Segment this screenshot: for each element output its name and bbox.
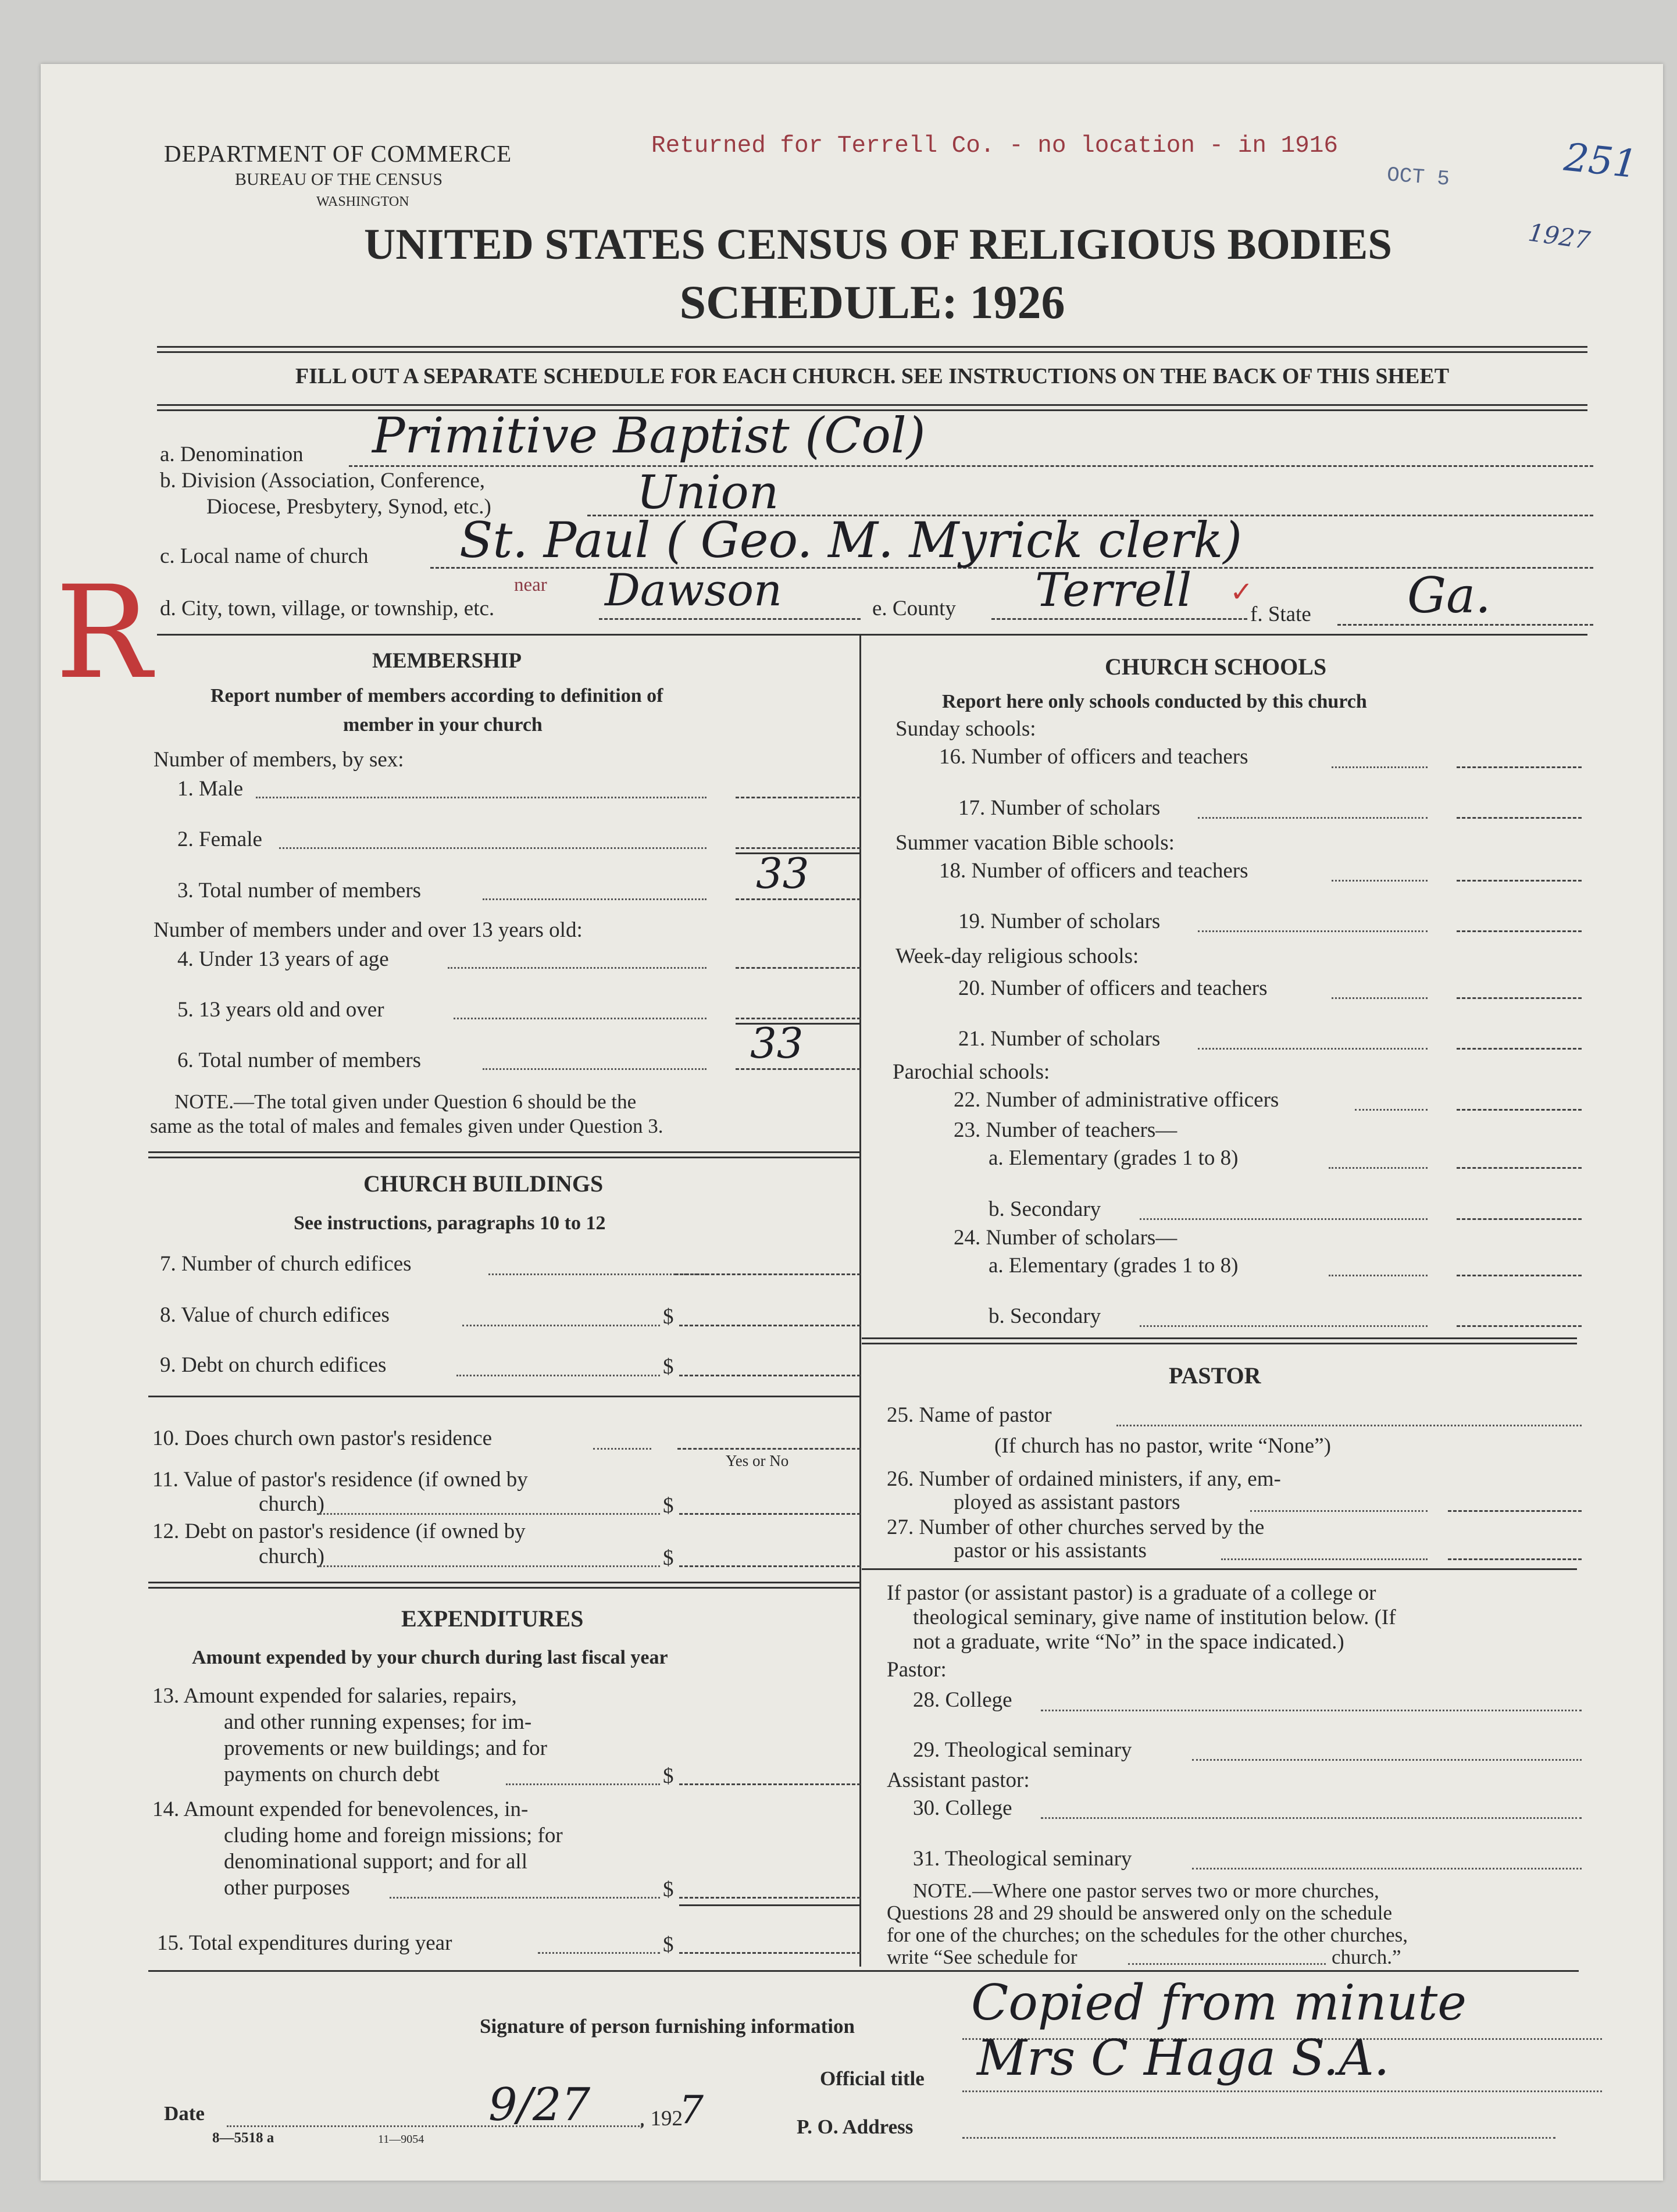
column-divider [859,635,861,1967]
received-date-stamp: OCT 5 [1386,163,1451,191]
q19-label: 19. Number of scholars [958,909,1161,933]
q13-label-line3: provements or new buildings; and for [224,1736,547,1760]
q8-dollar: $ [663,1305,674,1329]
q18-label: 18. Number of officers and teachers [939,859,1248,883]
q2-label: 2. Female [177,827,262,851]
q19-dots [1198,930,1428,932]
pastor-note-blank [1128,1963,1326,1965]
q14-dots [390,1897,660,1899]
q24a-dots [1329,1275,1428,1276]
schools-bottom-rule [862,1337,1577,1344]
po-address-label: P. O. Address [797,2115,914,2138]
q5-label: 5. 13 years old and over [177,998,384,1022]
division-value: Union [637,465,779,519]
q3-label: 3. Total number of members [177,879,422,902]
membership-note-line1: NOTE.—The total given under Question 6 should be the [174,1090,637,1113]
q7-dots [488,1273,707,1275]
form-title: UNITED STATES CENSUS OF RELIGIOUS BODIES [364,220,1392,269]
pastor-note-line3: for one of the churches; on the schedules for the other churches, [887,1924,1408,1946]
denomination-line [349,465,1593,467]
official-title-label: Official title [820,2067,925,2090]
q13-label-line1: 13. Amount expended for salaries, repairs, [152,1684,517,1708]
schedule-year-title: SCHEDULE: 1926 [679,276,1065,329]
q20-answer[interactable] [1457,997,1582,999]
q15-dollar: $ [663,1933,674,1957]
q5-dots [454,1018,707,1019]
membership-sub2: member in your church [343,714,543,736]
q9-dollar: $ [663,1355,674,1379]
q21-answer[interactable] [1457,1048,1582,1050]
q1-label: 1. Male [177,777,244,801]
pastor-subhead: Pastor: [887,1658,947,1682]
local-name-label: c. Local name of church [160,544,369,568]
q7-label: 7. Number of church edifices [160,1252,412,1276]
q25-note: (If church has no pastor, write “None”) [994,1434,1331,1458]
q2-dots [279,847,707,849]
q6-label: 6. Total number of members [177,1048,422,1072]
date-label: Date [164,2102,205,2125]
q26-dots [1250,1510,1428,1512]
q14-label-line1: 14. Amount expended for benevolences, in- [152,1797,529,1821]
q27-label-line2: pastor or his assistants [954,1539,1147,1562]
q26-label-line2: ployed as assistant pastors [954,1490,1180,1514]
q10-label: 10. Does church own pastor's residence [152,1426,493,1450]
members-by-sex-label: Number of members, by sex: [154,748,404,772]
header-double-rule [157,346,1587,353]
q1-answer[interactable] [736,797,861,798]
schools-title: CHURCH SCHOOLS [1105,654,1327,680]
q26-answer[interactable] [1448,1510,1582,1512]
expenditures-title: EXPENDITURES [401,1606,584,1632]
state-line [1337,624,1593,626]
schools-sub: Report here only schools conducted by this church [942,691,1367,712]
q16-label: 16. Number of officers and teachers [939,745,1248,769]
q27-dots [1221,1558,1428,1560]
q14-dollar: $ [663,1878,674,1901]
q4-answer[interactable] [736,967,861,969]
q20-label: 20. Number of officers and teachers [958,976,1268,1000]
q10-answer[interactable] [677,1448,861,1450]
q25-label: 25. Name of pastor [887,1403,1052,1427]
q26-label-line1: 26. Number of ordained ministers, if any, em- [887,1467,1281,1491]
membership-title: MEMBERSHIP [372,649,522,673]
q6-dots [483,1068,707,1070]
q20-dots [1332,997,1428,999]
q23a-dots [1329,1167,1428,1169]
q9-answer[interactable] [679,1375,861,1376]
q13-label-line4: payments on church debt [224,1763,440,1786]
q15-answer[interactable] [679,1952,861,1954]
q16-answer[interactable] [1457,766,1582,768]
q4-dots [448,967,707,969]
denomination-label: a. Denomination [160,443,304,466]
q23a-label: a. Elementary (grades 1 to 8) [989,1146,1239,1170]
q31-line[interactable] [1192,1868,1582,1870]
q11-dots [317,1513,660,1515]
q8-dots [462,1325,660,1326]
q23b-dots [1140,1218,1428,1220]
q15-label: 15. Total expenditures during year [157,1931,452,1955]
sunday-schools-label: Sunday schools: [895,717,1036,741]
membership-sub1: Report number of members according to definition of [210,685,663,707]
city-line [599,618,861,620]
q14-label-line3: denominational support; and for all [224,1850,527,1874]
po-address-line[interactable] [962,2137,1555,2139]
q11-dollar: $ [663,1494,674,1518]
signature-value: Copied from minute [971,1974,1467,2031]
q13-dollar: $ [663,1764,674,1788]
fields-bottom-rule [157,634,1587,636]
pastor-title: PASTOR [1169,1362,1261,1389]
buildings-sub: See instructions, paragraphs 10 to 12 [294,1212,606,1234]
q3-dots [483,898,707,900]
grad-instr-line3: not a graduate, write “No” in the space indicated.) [913,1630,1344,1654]
instruction-banner: FILL OUT A SEPARATE SCHEDULE FOR EACH CHURCH. SEE INSTRUCTIONS ON THE BACK OF THIS SHEET [295,364,1450,388]
city-name: WASHINGTON [316,194,409,209]
pastor-mid-rule [862,1568,1577,1570]
pastor-note-line5: church.” [1332,1946,1401,1968]
signature-label: Signature of person furnishing information [480,2015,855,2038]
q30-line[interactable] [1041,1817,1582,1819]
expenditures-sub: Amount expended by your church during last fiscal year [192,1647,668,1668]
yes-no-hint: Yes or No [726,1452,789,1469]
q24b-dots [1140,1325,1428,1327]
division-label-line2: Diocese, Presbytery, Synod, etc.) [206,495,491,519]
q29-line[interactable] [1192,1759,1582,1761]
q12-dollar: $ [663,1546,674,1570]
membership-note-line2: same as the total of males and females given under Question 3. [150,1115,663,1137]
state-value: Ga. [1407,567,1491,624]
denomination-value: Primitive Baptist (Col) [372,407,926,464]
q19-answer[interactable] [1457,930,1582,932]
members-by-age-label: Number of members under and over 13 years old: [154,918,583,942]
q16-dots [1332,766,1428,768]
pastor-note-line2: Questions 28 and 29 should be answered only on the schedule [887,1901,1393,1924]
near-annotation: near [514,575,547,595]
q18-dots [1332,880,1428,882]
q12-answer[interactable] [679,1565,861,1567]
q27-label-line1: 27. Number of other churches served by the [887,1515,1265,1539]
city-label: d. City, town, village, or township, etc. [160,597,495,620]
q10-dots [593,1448,651,1450]
q18-answer[interactable] [1457,880,1582,882]
q13-dots [506,1783,660,1785]
q22-answer[interactable] [1457,1109,1582,1111]
q24b-answer[interactable] [1457,1325,1582,1327]
q28-line[interactable] [1041,1710,1582,1711]
city-value: Dawson [605,564,783,616]
county-value: Terrell [1035,563,1192,617]
q14-label-line2: cluding home and foreign missions; for [224,1824,563,1847]
grad-instr-line1: If pastor (or assistant pastor) is a graduate of a college or [887,1581,1376,1605]
bureau-name: BUREAU OF THE CENSUS [235,170,443,189]
q23a-answer[interactable] [1457,1167,1582,1169]
q23-label: 23. Number of teachers— [954,1118,1178,1142]
body-bottom-rule [148,1970,1579,1972]
q28-label: 28. College [913,1688,1012,1712]
official-title-line[interactable] [962,2090,1602,2092]
q23b-answer[interactable] [1457,1218,1582,1220]
q9-dots [456,1375,660,1376]
q24a-label: a. Elementary (grades 1 to 8) [989,1254,1239,1278]
stamp-number: 251 [1562,134,1640,187]
official-title-value: Mrs C Haga S.A. [977,2029,1390,2086]
local-name-value: St. Paul ( Geo. M. Myrick clerk) [459,512,1242,569]
date-value: 9/27 [488,2079,591,2131]
print-number: 11—9054 [378,2133,424,2146]
q14-answer[interactable] [679,1897,861,1899]
state-label: f. State [1250,602,1311,626]
q24b-label: b. Secondary [989,1304,1101,1328]
form-number: 8—5518 a [212,2130,274,2146]
q24a-answer[interactable] [1457,1275,1582,1276]
q9-label: 9. Debt on church edifices [160,1353,387,1377]
q12-dots [317,1565,660,1567]
q17-label: 17. Number of scholars [958,796,1161,820]
q31-label: 31. Theological seminary [913,1847,1132,1871]
q29-label: 29. Theological seminary [913,1738,1132,1762]
q1-dots [256,797,707,798]
red-margin-mark: R [55,558,152,707]
q21-dots [1198,1048,1428,1050]
q24-label: 24. Number of scholars— [954,1226,1178,1250]
q6-answer-line[interactable] [736,1068,861,1070]
grad-instr-line2: theological seminary, give name of institution below. (If [913,1606,1396,1629]
q4-label: 4. Under 13 years of age [177,947,389,971]
q11-answer[interactable] [679,1513,861,1515]
q7-answer[interactable] [675,1273,861,1275]
q15-dots [538,1952,660,1954]
q8-answer[interactable] [679,1325,861,1326]
division-label-line1: b. Division (Association, Conference, [160,469,485,493]
q17-answer[interactable] [1457,817,1582,819]
q22-dots [1355,1109,1428,1111]
county-line [991,618,1247,620]
q6-value: 33 [750,1019,804,1068]
q12-label-line1: 12. Debt on pastor's residence (if owned by [152,1519,526,1543]
q11-label-line2: church) [259,1492,324,1516]
summer-schools-label: Summer vacation Bible schools: [895,831,1175,855]
q3-answer-line[interactable] [736,898,861,900]
typed-return-note: Returned for Terrell Co. - no location - in 1916 [651,133,1338,159]
date-year-hand: 7 [679,2088,704,2132]
q22-label: 22. Number of administrative officers [954,1088,1279,1112]
q14-sum-rule [679,1904,861,1906]
q17-dots [1198,817,1428,819]
buildings-bottom-rule [148,1582,859,1589]
q13-answer[interactable] [679,1783,861,1785]
q13-label-line2: and other running expenses; for im- [224,1710,532,1734]
q23b-label: b. Secondary [989,1197,1101,1221]
q21-label: 21. Number of scholars [958,1027,1161,1051]
q12-label-line2: church) [259,1544,324,1568]
weekday-schools-label: Week-day religious schools: [895,944,1139,968]
pastor-note-line4: write “See schedule for [887,1946,1077,1968]
q30-label: 30. College [913,1796,1012,1820]
q14-label-line4: other purposes [224,1876,350,1900]
q27-answer[interactable] [1448,1558,1582,1560]
q25-line[interactable] [1116,1425,1582,1426]
pastor-note-line1: NOTE.—Where one pastor serves two or more churches, [913,1879,1379,1902]
stamp-year: 1927 [1526,217,1592,255]
membership-bottom-rule [148,1151,859,1158]
asst-pastor-subhead: Assistant pastor: [887,1768,1030,1792]
county-label: e. County [872,597,956,620]
date-year-print: , 192 [640,2107,683,2131]
q11-label-line1: 11. Value of pastor's residence (if owned by [152,1468,528,1492]
buildings-mid-rule [148,1396,859,1397]
department-name: DEPARTMENT OF COMMERCE [164,140,512,167]
parochial-schools-label: Parochial schools: [893,1060,1050,1084]
buildings-title: CHURCH BUILDINGS [363,1171,604,1197]
red-check-mark: ✓ [1230,577,1254,608]
q3-value: 33 [756,849,809,898]
q8-label: 8. Value of church edifices [160,1303,390,1327]
